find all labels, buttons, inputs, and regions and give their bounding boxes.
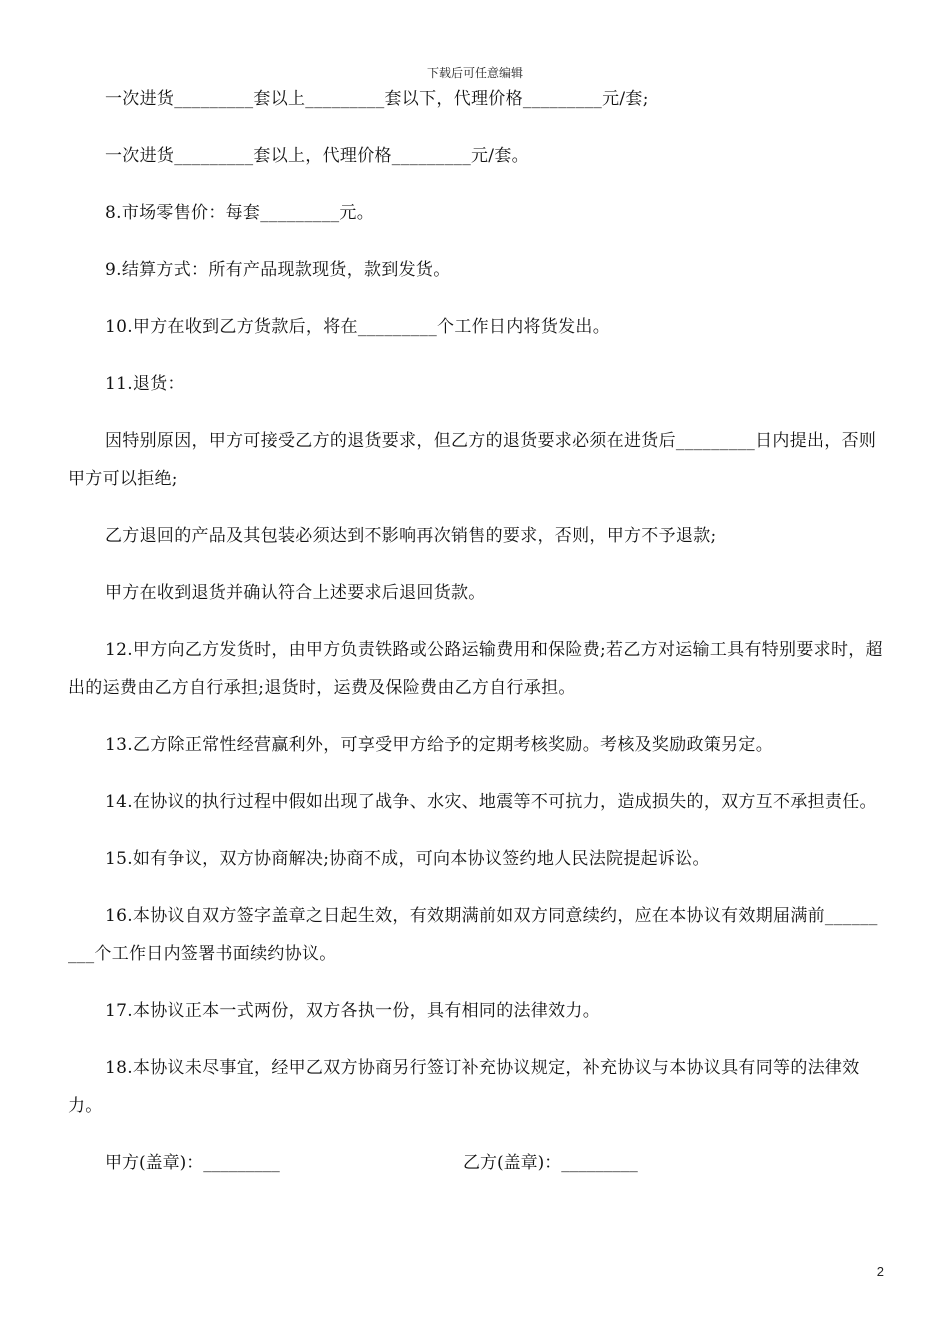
paragraph-returns-reason: 因特别原因，甲方可接受乙方的退货要求，但乙方的退货要求必须在进货后_________日内提出，否则甲方可以拒绝;: [68, 431, 877, 489]
paragraph-returns-condition: 乙方退回的产品及其包装必须达到不影响再次销售的要求，否则，甲方不予退款;: [105, 526, 717, 546]
paragraph-force-majeure: 14.在协议的执行过程中假如出现了战争、水灾、地震等不可抗力，造成损失的，双方互不承担责任。: [105, 792, 877, 812]
paragraph-shipping: 12.甲方向乙方发货时，由甲方负责铁路或公路运输费用和保险费;若乙方对运输工具有特别要求时，超出的运费由乙方自行承担;退货时，运费及保险费由乙方自行承担。: [68, 640, 883, 698]
signature-row: [68, 1144, 884, 1182]
paragraph-delivery: 10.甲方在收到乙方货款后，将在_________个工作日内将货发出。: [105, 317, 611, 337]
party-b-signature: 乙方(盖章)：_________: [463, 1153, 638, 1173]
paragraph-rewards: 13.乙方除正常性经营赢利外，可享受甲方给予的定期考核奖励。考核及奖励政策另定。: [105, 735, 774, 755]
paragraph-disputes: 15.如有争议，双方协商解决;协商不成，可向本协议签约地人民法院提起诉讼。: [105, 849, 710, 869]
paragraph-price-tier-1: 一次进货_________套以上_________套以下，代理价格_________元/套;: [105, 89, 649, 109]
document-body: [68, 80, 884, 1182]
header-note: 下载后可任意编辑: [426, 66, 523, 80]
page-number: 2: [876, 1264, 884, 1279]
paragraph-price-tier-2: 一次进货_________套以上，代理价格_________元/套。: [105, 146, 529, 166]
paragraph-returns-heading: 11.退货：: [105, 374, 185, 394]
paragraph-copies: 17.本协议正本一式两份，双方各执一份，具有相同的法律效力。: [105, 1001, 601, 1021]
paragraph-supplement: 18.本协议未尽事宜，经甲乙双方协商另行签订补充协议规定，补充协议与本协议具有同等的法律效力。: [68, 1058, 860, 1116]
paragraph-term: 16.本协议自双方签字盖章之日起生效，有效期满前如双方同意续约，应在本协议有效期届满前_________个工作日内签署书面续约协议。: [68, 906, 878, 964]
paragraph-retail-price: 8.市场零售价：每套_________元。: [105, 203, 375, 223]
paragraph-returns-refund: 甲方在收到退货并确认符合上述要求后退回货款。: [105, 583, 486, 603]
paragraph-settlement: 9.结算方式：所有产品现款现货，款到发货。: [105, 260, 451, 280]
party-a-signature: 甲方(盖章)：_________: [105, 1153, 280, 1173]
